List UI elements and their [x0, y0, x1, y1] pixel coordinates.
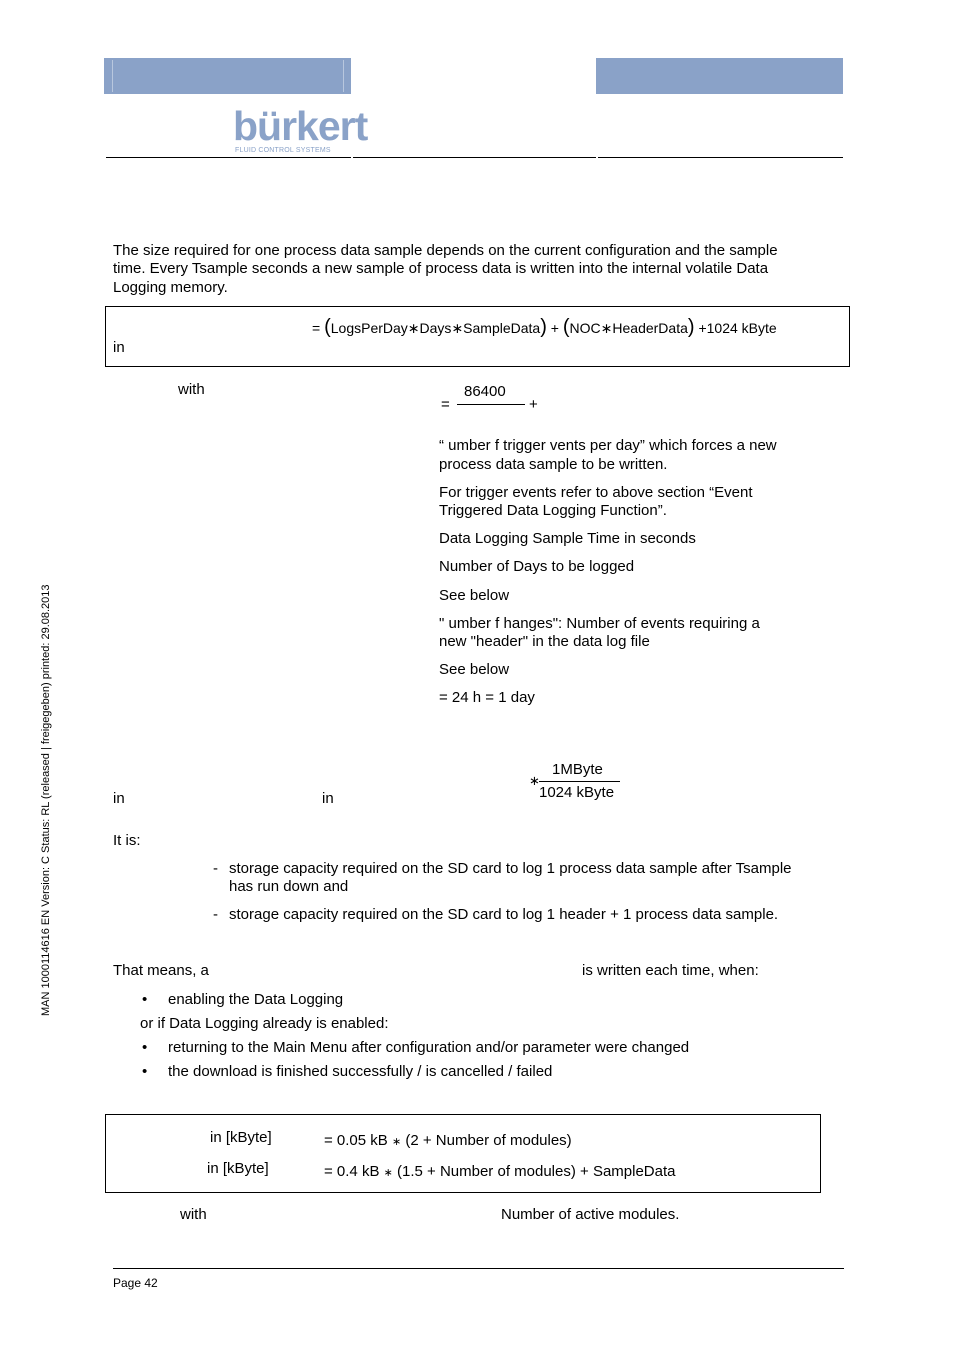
- desc-trigger-events-line-1: “ umber f trigger vents per day” which forces a new: [439, 437, 777, 454]
- formula-1-plus: +: [550, 320, 559, 336]
- formula-1-sample-data: SampleData: [463, 320, 541, 336]
- formula-1-times-2: ∗: [451, 320, 464, 336]
- formula-2-row-2-times: ∗: [383, 1167, 393, 1179]
- company-logo: bürkert: [233, 103, 368, 149]
- with-label: with: [178, 381, 205, 398]
- formula-1-close-paren-2: ): [687, 316, 695, 338]
- header-rule-left: [106, 157, 351, 158]
- intro-line-1: The size required for one process data sample depends on the current configuration and the sample: [113, 242, 778, 259]
- formula-1-close-paren: ): [540, 316, 547, 338]
- formula-2-row-1-unit: in [kByte]: [210, 1129, 272, 1146]
- intro-line-2: time. Every Tsample seconds a new sample of process data is written into the internal volatile Data: [113, 260, 769, 277]
- formula-1-noc: NOC: [569, 320, 601, 336]
- formula-1-in-label: in: [113, 339, 125, 356]
- it-is-label: It is:: [113, 832, 141, 849]
- formula-1-open-paren-2: (: [562, 316, 570, 338]
- desc-see-below-1: See below: [439, 587, 510, 604]
- with-2-desc: Number of active modules.: [501, 1206, 680, 1223]
- bullet-enable-logging: • enabling the Data Logging: [168, 991, 343, 1009]
- formula-1-open-paren: (: [324, 316, 331, 338]
- company-logo-subtext: FLUID CONTROL SYSTEMS: [235, 147, 331, 154]
- formula-2-row-2-rest: (1.5 + Number of modules) + SampleData: [397, 1163, 676, 1180]
- header-rule-right: [598, 157, 843, 158]
- conversion-times: ∗: [529, 773, 540, 788]
- formula-1-days: Days: [419, 320, 452, 336]
- formula-2-row-1-rest: (2 + Number of modules): [405, 1132, 572, 1149]
- formula-2-row-1-value: = 0.05 kB: [324, 1132, 388, 1149]
- formula-2-row-1: [324, 1132, 572, 1151]
- desc-trigger-events-line-2: process data sample to be written.: [439, 456, 668, 473]
- intro-line-3: Logging memory.: [113, 279, 228, 296]
- conversion-denominator: 1024 kByte: [539, 784, 615, 801]
- formula-1-plus-2: +: [698, 320, 707, 336]
- conversion-in-mid: in: [322, 790, 334, 807]
- logs-per-day-plus: +: [529, 396, 538, 413]
- side-document-info: MAN 1000114616 EN Version: C Status: RL (released | freigegeben) printed: 29.08.2013: [40, 584, 52, 1016]
- footer-rule: [113, 1268, 844, 1269]
- conversion-fraction-line: [539, 781, 620, 782]
- desc-trigger-ref-line-1: For trigger events refer to above section “Event: [439, 484, 753, 501]
- it-is-item-1-line-2: has run down and: [229, 878, 349, 895]
- desc-days: Number of Days to be logged: [439, 558, 635, 575]
- header-rule-mid: [353, 157, 596, 158]
- it-is-dash-1: -: [213, 860, 218, 877]
- conversion-numerator: 1MByte: [552, 761, 603, 778]
- formula-2-row-1-times: ∗: [391, 1136, 402, 1148]
- conversion-in-left: in: [113, 790, 125, 807]
- formula-1-logs-per-day: LogsPerDay: [330, 320, 408, 336]
- desc-see-below-2: See below: [439, 661, 510, 678]
- formula-1-header-data: HeaderData: [612, 320, 688, 336]
- formula-2-row-2-unit: in [kByte]: [207, 1160, 269, 1177]
- formula-1-constant: 1024 kByte: [706, 320, 777, 336]
- it-is-item-1-line-1: storage capacity required on the SD card to log 1 process data sample after Tsample: [229, 860, 792, 877]
- formula-2-row-2: [324, 1163, 675, 1182]
- bullet-main-menu: • returning to the Main Menu after configuration and/or parameter were changed: [168, 1039, 689, 1057]
- logs-per-day-eq: =: [441, 396, 450, 413]
- it-is-dash-2: -: [213, 906, 218, 923]
- bullet-download: • the download is finished successfully / is cancelled / failed: [168, 1063, 552, 1081]
- formula-1-times: ∗: [407, 320, 420, 336]
- header-band-right: [596, 58, 843, 94]
- formula-1: [312, 318, 777, 337]
- desc-changes-line-2: new "header" in the data log file: [439, 633, 650, 650]
- desc-changes-line-1: " umber f hanges": Number of events requiring a: [439, 615, 760, 632]
- desc-day-seconds: = 24 h = 1 day: [439, 689, 535, 706]
- that-means-right: is written each time, when:: [582, 962, 759, 979]
- desc-sample-time: Data Logging Sample Time in seconds: [439, 530, 696, 547]
- header-band-left-divider-2: [343, 60, 344, 92]
- formula-1-times-3: ∗: [600, 320, 613, 336]
- formula-1-eq: =: [312, 320, 321, 336]
- footer-page-number: Page 42: [113, 1276, 158, 1290]
- header-band-left: [104, 58, 351, 94]
- or-if-enabled: or if Data Logging already is enabled:: [140, 1015, 389, 1032]
- it-is-item-2: storage capacity required on the SD card to log 1 header + 1 process data sample.: [229, 906, 779, 923]
- logs-per-day-numerator: 86400: [464, 383, 506, 400]
- desc-trigger-ref-line-2: Triggered Data Logging Function”.: [439, 502, 667, 519]
- with-2-label: with: [180, 1206, 207, 1223]
- formula-2-row-2-value: = 0.4 kB: [324, 1163, 380, 1180]
- logs-per-day-fraction-line: [457, 404, 525, 405]
- that-means-left: That means, a: [113, 962, 209, 979]
- header-band-left-divider: [112, 60, 113, 92]
